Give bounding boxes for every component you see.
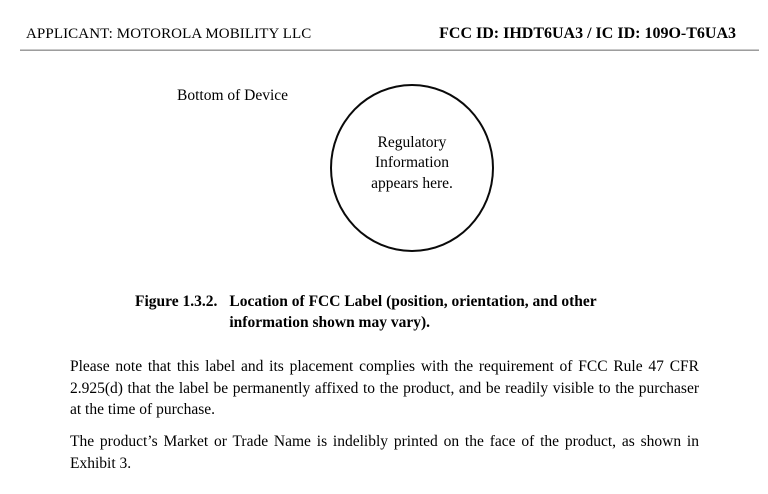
figure-caption [135,291,674,333]
figure-caption-text: Location of FCC Label (position, orientation, and other information shown may vary). [229,293,597,331]
fcc-label-location-circle [330,84,494,252]
regulatory-info-text [371,133,453,195]
circle-text-line-1: Regulatory [377,133,447,151]
fcc-id-header: FCC ID: IHDT6UA3 / IC ID: 109O-T6UA3 [439,25,736,42]
header-divider [20,49,759,51]
circle-text-line-2: Information [374,154,450,172]
circle-text-line-3: appears here. [371,174,453,192]
bottom-of-device-label: Bottom of Device [177,87,289,104]
figure-caption-number: Figure 1.3.2. [135,293,218,310]
paragraph-trade-name: The product’s Market or Trade Name is indelibly printed on the face of the product, as shown in Exhibit 3. [70,433,699,472]
paragraph-label-compliance: Please note that this label and its placement complies with the requirement of FCC Rule 47 CFR 2.925(d) that the label be permanently affixed to the product, and be readily visible to the purchaser at the time of purchase. [70,358,699,418]
applicant-header: APPLICANT: MOTOROLA MOBILITY LLC [26,26,312,42]
